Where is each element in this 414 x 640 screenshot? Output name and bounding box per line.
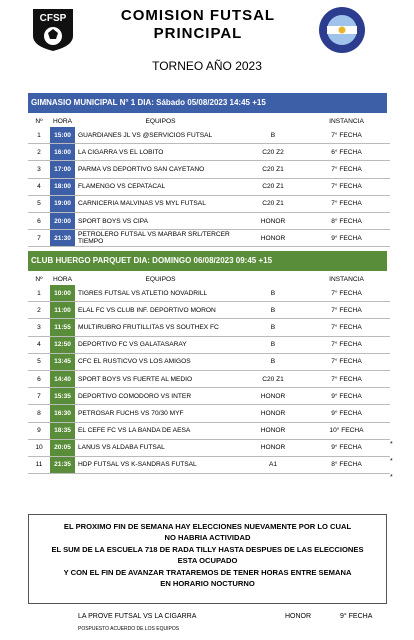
title-line-2: PRINCIPAL — [153, 25, 243, 42]
table-row: 3 11:55 MULTIRUBRO FRUTILLITAS VS SOUTHEX FC B 7° FECHA — [28, 319, 390, 336]
cfsp-logo — [30, 6, 76, 52]
col-hora: HORA — [52, 276, 73, 283]
notice-line: Y CON EL FIN DE AVANZAR TRATAREMOS DE TENER HORAS ENTRE SEMANA — [63, 567, 352, 577]
table-row: 2 11:00 ELAL FC VS CLUB INF. DEPORTIVO MORON B 7° FECHA — [28, 302, 390, 319]
table-row: 7 21:30 PETROLERO FUTSAL VS MARBAR SRL/TERCER TIEMPO HONOR 9° FECHA — [28, 230, 390, 247]
table-row: 6 20:00 SPORT BOYS VS CIPA HONOR 8° FECHA — [28, 212, 390, 229]
col-n: Nº — [35, 276, 43, 283]
postponed-note: POSPUESTO ACUERDO DE LOS EQUIPOS — [78, 626, 180, 632]
table-row: 8 16:30 PETROSAR FUCHS VS 70/30 MYF HONOR 9° FECHA — [28, 405, 390, 422]
tournament-title: TORNEO AÑO 2023 — [152, 59, 262, 73]
notice-line: EL PROXIMO FIN DE SEMANA HAY ELECCIONES NUEVAMENTE POR LO CUAL — [63, 522, 352, 531]
notice-line: NO HABRIA ACTIVIDAD — [164, 533, 251, 543]
federation-logo — [318, 6, 366, 54]
notice-line: EN HORARIO NOCTURNO — [160, 579, 255, 589]
postponed-instancia: 9° FECHA — [340, 613, 373, 620]
section2-table — [28, 274, 390, 474]
table-row: 4 18:00 FLAMENGO VS CEPATACAL C20 Z1 7° FECHA — [28, 178, 390, 195]
table-row: 3 17:00 PARMA VS DEPORTIVO SAN CAYETANO C20 Z1 7° FECHA — [28, 161, 390, 178]
cfsp-logo-text: CFSP — [39, 13, 67, 24]
table-row: 1 10:00 TIGRES FUTSAL VS ATLETIO NOVADRILL B 7° FECHA — [28, 285, 390, 302]
asterisk-marker: * — [390, 441, 393, 448]
title-line-1: COMISION FUTSAL — [120, 7, 276, 24]
notice-line: EL SUM DE LA ESCUELA 718 DE RADA TILLY HASTA DESPUES DE LAS ELECCIONES — [51, 544, 364, 554]
notice-box — [28, 514, 387, 604]
table-row: 4 12:50 DEPORTIVO FC VS GALATASARAY B 7° FECHA — [28, 336, 390, 353]
table-row: 5 19:00 CARNICERIA MALVINAS VS MYL FUTSAL C20 Z1 7° FECHA — [28, 195, 390, 212]
asterisk-marker: * — [390, 474, 393, 481]
section1-header: GIMNASIO MUNICIPAL N° 1 DIA: Sábado 05/08/2023 14:45 +15 — [28, 93, 387, 113]
col-hora: HORA — [52, 118, 73, 125]
table-row: 10 20:05 LANUS VS ALDABA FUTSAL HONOR 9° FECHA — [28, 439, 390, 456]
col-instancia: INSTANCIA — [329, 118, 364, 125]
col-instancia: INSTANCIA — [329, 276, 364, 283]
table-row: 11 21:35 HDP FUTSAL VS K-SANDRAS FUTSAL A1 8° FECHA — [28, 456, 390, 473]
table-row: 9 18:35 EL CEFE FC VS LA BANDA DE AESA HONOR 10° FECHA — [28, 422, 390, 439]
table-row: 7 15:35 DEPORTIVO COMODORO VS INTER HONOR 9° FECHA — [28, 388, 390, 405]
col-n: Nº — [35, 118, 43, 125]
col-equipos: EQUIPOS — [145, 118, 176, 125]
asterisk-marker: * — [390, 458, 393, 465]
postponed-match: LA PROVE FUTSAL VS LA CIGARRA — [78, 613, 197, 620]
section2-header: CLUB HUERGO PARQUET DIA: DOMINGO 06/08/2023 09:45 +15 — [28, 251, 387, 271]
table-row: 1 15:00 GUARDIANES JL VS @SERVICIOS FUTSAL B 7° FECHA — [28, 127, 390, 144]
table-row: 2 16:00 LA CIGARRA VS EL LOBITO C20 Z2 6° FECHA — [28, 144, 390, 161]
col-equipos: EQUIPOS — [145, 276, 176, 283]
postponed-category: HONOR — [284, 613, 312, 620]
notice-line: ESTA OCUPADO — [177, 556, 238, 566]
section1-table — [28, 116, 390, 247]
table-row: 6 14:40 SPORT BOYS VS FUERTE AL MEDIO C20 Z1 7° FECHA — [28, 370, 390, 387]
table-row: 5 13:45 CFC EL RUSTICVO VS LOS AMIGOS B 7° FECHA — [28, 353, 390, 370]
